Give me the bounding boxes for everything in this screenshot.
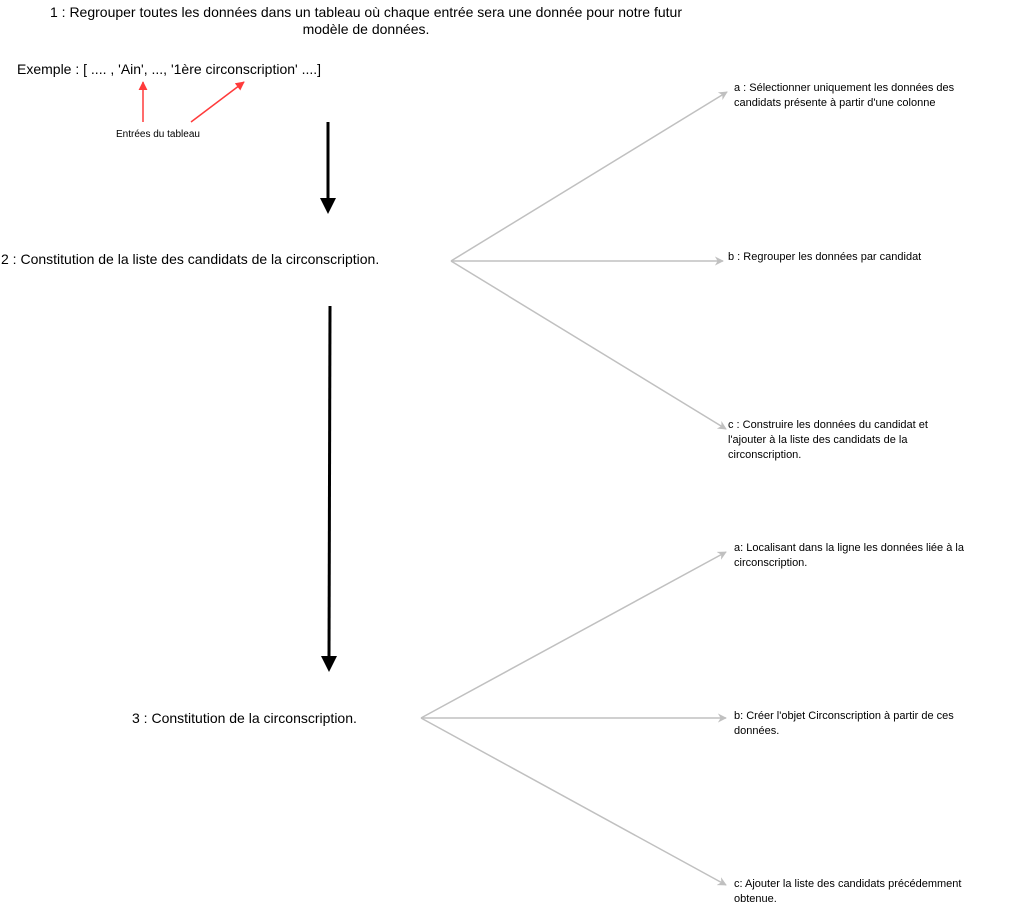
- step2-a-line2: candidats présente à partir d'une colonne: [734, 97, 936, 109]
- branch-arrow-2c: [451, 261, 726, 429]
- step2-c-line1: c : Construire les données du candidat et: [728, 419, 928, 431]
- step3-b-label: [734, 709, 954, 739]
- step2-b-label: b : Regrouper les données par candidat: [728, 251, 922, 263]
- step3-c-label: [734, 877, 961, 907]
- branch-arrow-3a: [421, 552, 726, 718]
- step1-example: Exemple : [ .... , 'Ain', ..., '1ère circonscription' ....]: [17, 61, 322, 77]
- step2-c-line3: circonscription.: [728, 449, 802, 461]
- step2-title: 2 : Constitution de la liste des candidats de la circonscription.: [1, 251, 380, 267]
- step3-c-line2: obtenue.: [734, 893, 777, 905]
- step2-c-label: [728, 418, 928, 463]
- step1-title: [18, 4, 714, 38]
- step3-a-line2: circonscription.: [734, 557, 808, 569]
- step3-c-line1: c: Ajouter la liste des candidats précédemment: [734, 878, 962, 890]
- step3-a-line1: a: Localisant dans la ligne les données liée à la: [734, 542, 964, 554]
- step2-a-label: [734, 81, 954, 111]
- flow-arrow-2-to-3: [321, 306, 337, 672]
- annotation-arrow-circonscription: [191, 82, 244, 122]
- branch-arrow-3c: [421, 718, 726, 885]
- step3-title: 3 : Constitution de la circonscription.: [132, 710, 357, 726]
- step3-a-label: [734, 541, 964, 571]
- step1-title-line1: 1 : Regrouper toutes les données dans un tableau où chaque entrée sera une donnée pour notre futur: [49, 4, 683, 20]
- branch-arrow-2a: [451, 92, 727, 261]
- annotation-label: Entrées du tableau: [116, 129, 200, 140]
- flow-arrow-1-to-2: [320, 122, 336, 214]
- step3-b-line2: données.: [734, 725, 780, 737]
- step2-c-line2: l'ajouter à la liste des candidats de la: [728, 434, 908, 446]
- step3-b-line1: b: Créer l'objet Circonscription à partir de ces: [734, 710, 954, 722]
- step1-title-line2: modèle de données.: [302, 20, 430, 37]
- step2-a-line1: a : Sélectionner uniquement les données des: [734, 82, 955, 94]
